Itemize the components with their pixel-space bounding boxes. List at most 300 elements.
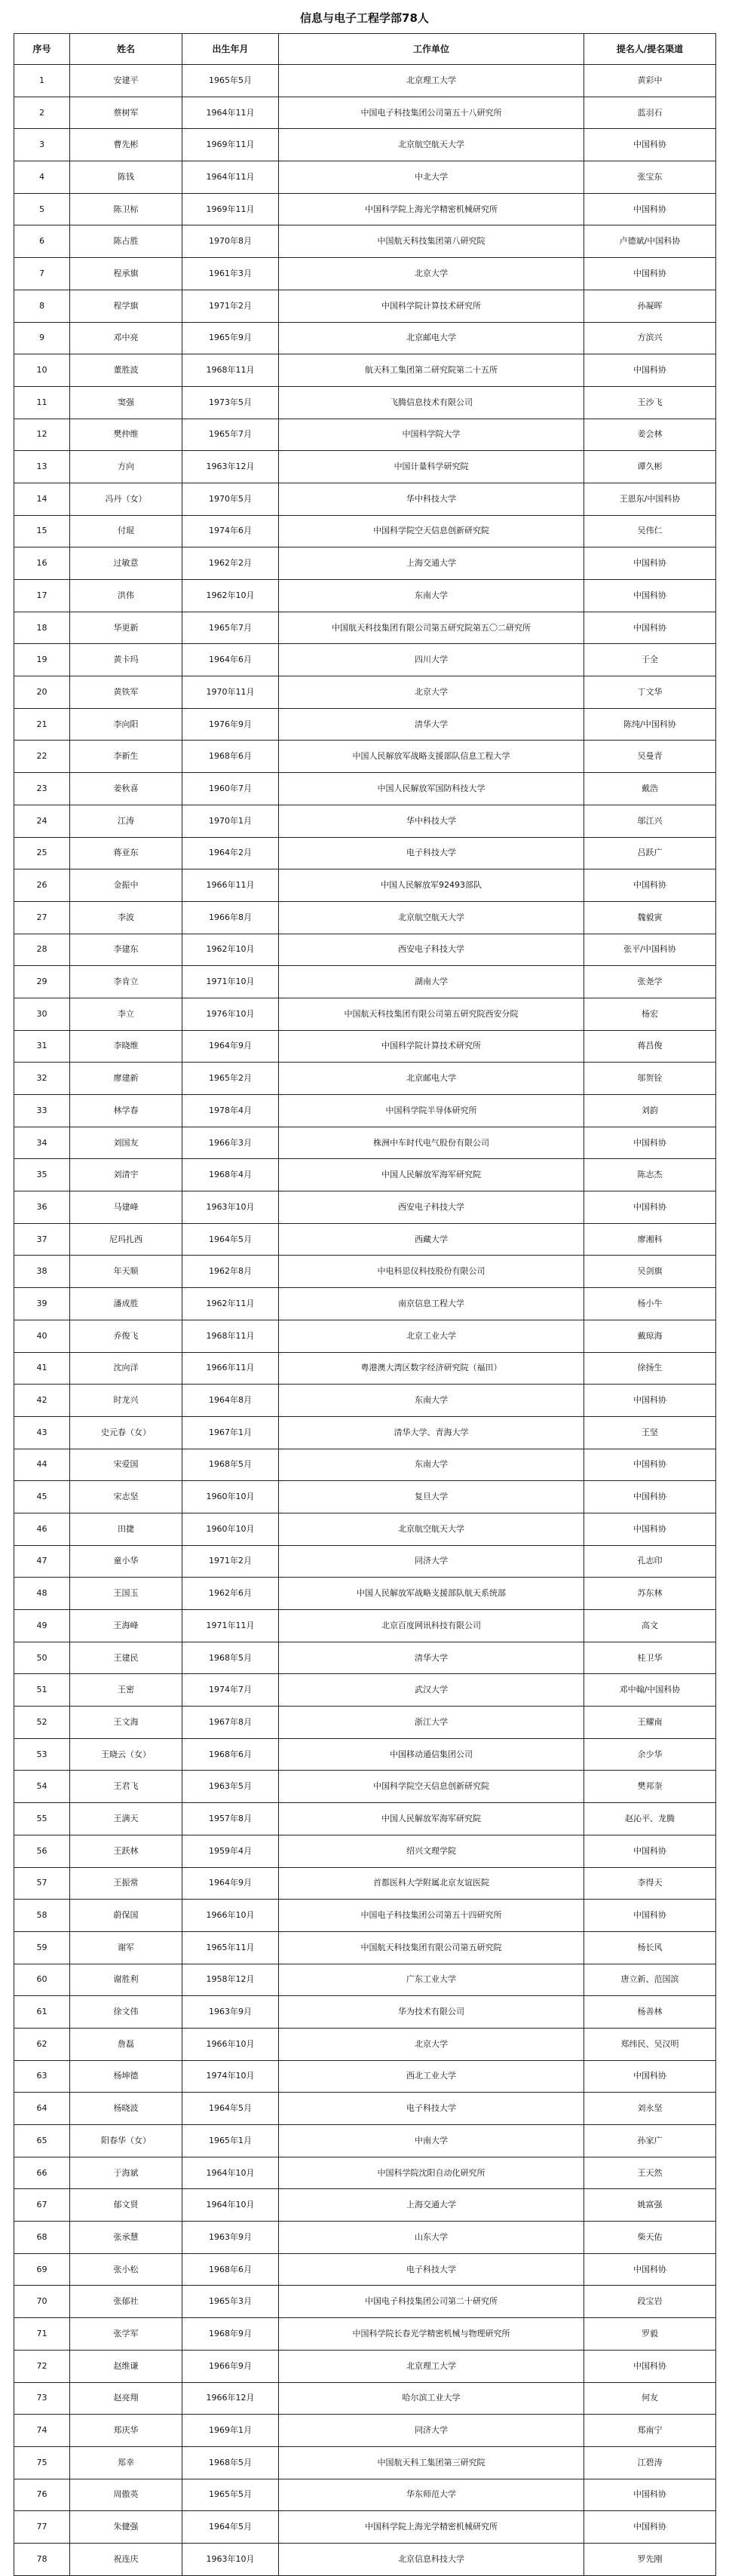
table-row — [14, 451, 716, 483]
cell-index: 19 — [14, 644, 70, 676]
cell-name: 廖建新 — [70, 1063, 182, 1095]
cell-unit: 中国科学院计算技术研究所 — [279, 1030, 584, 1063]
cell-unit: 清华大学 — [279, 708, 584, 741]
cell-nominator: 中国科协 — [584, 129, 716, 161]
cell-index: 64 — [14, 2093, 70, 2125]
table-row — [14, 2318, 716, 2351]
cell-name: 王建民 — [70, 1642, 182, 1674]
cell-nominator: 邬江兴 — [584, 805, 716, 837]
table-row — [14, 290, 716, 322]
col-header-nominator: 提名人/提名渠道 — [584, 34, 716, 65]
cell-unit: 东南大学 — [279, 1449, 584, 1481]
cell-name: 王密 — [70, 1674, 182, 1707]
cell-unit: 中国航天科技集团第八研究院 — [279, 225, 584, 258]
cell-birth: 1965年1月 — [182, 2125, 279, 2157]
cell-unit: 清华大学、青海大学 — [279, 1416, 584, 1449]
cell-index: 5 — [14, 193, 70, 225]
cell-index: 42 — [14, 1385, 70, 1417]
cell-name: 谢胜利 — [70, 1964, 182, 1996]
cell-birth: 1960年7月 — [182, 773, 279, 805]
col-header-index: 序号 — [14, 34, 70, 65]
cell-index: 60 — [14, 1964, 70, 1996]
table-row — [14, 1223, 716, 1256]
cell-birth: 1964年5月 — [182, 2093, 279, 2125]
cell-nominator: 吴曼青 — [584, 741, 716, 773]
table-row — [14, 161, 716, 194]
cell-index: 47 — [14, 1545, 70, 1578]
cell-nominator: 中国科协 — [584, 258, 716, 290]
table-row — [14, 1964, 716, 1996]
cell-index: 41 — [14, 1352, 70, 1385]
cell-index: 40 — [14, 1320, 70, 1352]
cell-name: 蔚保国 — [70, 1900, 182, 1932]
cell-name: 冯丹（女） — [70, 483, 182, 515]
cell-unit: 清华大学 — [279, 1642, 584, 1674]
cell-birth: 1973年5月 — [182, 386, 279, 419]
cell-name: 王国玉 — [70, 1578, 182, 1610]
table-row — [14, 1610, 716, 1642]
cell-name: 詹磊 — [70, 2028, 182, 2060]
cell-nominator: 中国科协 — [584, 869, 716, 902]
cell-unit: 北京邮电大学 — [279, 322, 584, 354]
cell-unit: 中国科学院空天信息创新研究院 — [279, 515, 584, 547]
cell-name: 马建峰 — [70, 1191, 182, 1224]
cell-index: 78 — [14, 2543, 70, 2575]
table-row — [14, 1320, 716, 1352]
cell-name: 董胜波 — [70, 354, 182, 387]
cell-name: 程承旗 — [70, 258, 182, 290]
cell-name: 祝连庆 — [70, 2543, 182, 2575]
cell-nominator: 中国科协 — [584, 1127, 716, 1159]
cell-index: 13 — [14, 451, 70, 483]
cell-birth: 1963年9月 — [182, 1996, 279, 2029]
table-row — [14, 1803, 716, 1835]
cell-index: 73 — [14, 2382, 70, 2415]
cell-unit: 首都医科大学附属北京友谊医院 — [279, 1867, 584, 1900]
header-row — [14, 34, 716, 65]
cell-index: 8 — [14, 290, 70, 322]
cell-index: 43 — [14, 1416, 70, 1449]
cell-index: 34 — [14, 1127, 70, 1159]
cell-nominator: 高文 — [584, 1610, 716, 1642]
cell-birth: 1966年10月 — [182, 1900, 279, 1932]
cell-unit: 飞腾信息技术有限公司 — [279, 386, 584, 419]
cell-unit: 中国电子科技集团公司第五十八研究所 — [279, 97, 584, 129]
table-row — [14, 1095, 716, 1127]
cell-index: 51 — [14, 1674, 70, 1707]
cell-unit: 同济大学 — [279, 1545, 584, 1578]
cell-name: 赵维谦 — [70, 2350, 182, 2382]
cell-name: 李肯立 — [70, 966, 182, 998]
cell-birth: 1970年8月 — [182, 225, 279, 258]
cell-name: 郑幸 — [70, 2446, 182, 2479]
cell-unit: 电子科技大学 — [279, 2253, 584, 2286]
cell-name: 洪伟 — [70, 580, 182, 612]
cell-index: 59 — [14, 1931, 70, 1964]
table-row — [14, 483, 716, 515]
cell-unit: 武汉大学 — [279, 1674, 584, 1707]
cell-nominator: 中国科协 — [584, 547, 716, 580]
cell-nominator: 蒋昌俊 — [584, 1030, 716, 1063]
cell-index: 14 — [14, 483, 70, 515]
cell-nominator: 邬贺铨 — [584, 1063, 716, 1095]
table-row — [14, 2222, 716, 2254]
cell-birth: 1964年2月 — [182, 837, 279, 869]
cell-index: 57 — [14, 1867, 70, 1900]
cell-index: 11 — [14, 386, 70, 419]
cell-nominator: 郑纬民、吴汉明 — [584, 2028, 716, 2060]
cell-unit: 绍兴文理学院 — [279, 1835, 584, 1867]
cell-unit: 北京工业大学 — [279, 1320, 584, 1352]
table-row — [14, 998, 716, 1030]
cell-birth: 1966年11月 — [182, 1352, 279, 1385]
cell-nominator: 中国科协 — [584, 354, 716, 387]
cell-index: 67 — [14, 2189, 70, 2222]
cell-index: 46 — [14, 1513, 70, 1545]
table-row — [14, 2382, 716, 2415]
cell-nominator: 孙凝晖 — [584, 290, 716, 322]
cell-unit: 中国人民解放军国防科技大学 — [279, 773, 584, 805]
cell-name: 刘清宇 — [70, 1159, 182, 1191]
cell-nominator: 张尧学 — [584, 966, 716, 998]
cell-unit: 中国人民解放军92493部队 — [279, 869, 584, 902]
cell-birth: 1965年11月 — [182, 1931, 279, 1964]
cell-name: 杨坤德 — [70, 2060, 182, 2093]
cell-unit: 北京邮电大学 — [279, 1063, 584, 1095]
cell-birth: 1965年5月 — [182, 65, 279, 97]
cell-nominator: 丁文华 — [584, 676, 716, 709]
table-row — [14, 708, 716, 741]
cell-birth: 1968年4月 — [182, 1159, 279, 1191]
table-row — [14, 1738, 716, 1771]
cell-birth: 1962年10月 — [182, 934, 279, 966]
table-row — [14, 1481, 716, 1513]
cell-birth: 1966年10月 — [182, 2028, 279, 2060]
cell-nominator: 张平/中国科协 — [584, 934, 716, 966]
cell-birth: 1974年7月 — [182, 1674, 279, 1707]
cell-index: 7 — [14, 258, 70, 290]
cell-name: 曹先彬 — [70, 129, 182, 161]
cell-name: 童小华 — [70, 1545, 182, 1578]
cell-birth: 1976年10月 — [182, 998, 279, 1030]
cell-index: 26 — [14, 869, 70, 902]
cell-unit: 湖南大学 — [279, 966, 584, 998]
cell-index: 45 — [14, 1481, 70, 1513]
cell-birth: 1968年9月 — [182, 2318, 279, 2351]
cell-index: 56 — [14, 1835, 70, 1867]
cell-name: 乔俊飞 — [70, 1320, 182, 1352]
cell-name: 李向阳 — [70, 708, 182, 741]
cell-unit: 北京理工大学 — [279, 65, 584, 97]
table-row — [14, 2253, 716, 2286]
cell-birth: 1963年10月 — [182, 1191, 279, 1224]
table-row — [14, 2286, 716, 2318]
cell-unit: 华中科技大学 — [279, 483, 584, 515]
table-row — [14, 1288, 716, 1320]
cell-name: 陈钱 — [70, 161, 182, 194]
cell-unit: 中国航天科工集团第三研究院 — [279, 2446, 584, 2479]
table-row — [14, 1835, 716, 1867]
cell-nominator: 姚富强 — [584, 2189, 716, 2222]
cell-birth: 1966年9月 — [182, 2350, 279, 2382]
cell-unit: 中国科学院沈阳自动化研究所 — [279, 2157, 584, 2189]
cell-name: 宋志坚 — [70, 1481, 182, 1513]
cell-name: 窦强 — [70, 386, 182, 419]
table-row — [14, 2028, 716, 2060]
col-header-name: 姓名 — [70, 34, 182, 65]
cell-name: 徐文伟 — [70, 1996, 182, 2029]
cell-nominator: 何友 — [584, 2382, 716, 2415]
cell-birth: 1960年10月 — [182, 1513, 279, 1545]
cell-unit: 哈尔滨工业大学 — [279, 2382, 584, 2415]
cell-unit: 南京信息工程大学 — [279, 1288, 584, 1320]
table-row — [14, 193, 716, 225]
cell-index: 74 — [14, 2415, 70, 2447]
cell-unit: 中国航天科技集团有限公司第五研究院 — [279, 1931, 584, 1964]
cell-index: 62 — [14, 2028, 70, 2060]
cell-unit: 北京大学 — [279, 258, 584, 290]
cell-name: 朱健强 — [70, 2511, 182, 2544]
cell-birth: 1971年11月 — [182, 1610, 279, 1642]
cell-name: 年天顺 — [70, 1256, 182, 1288]
cell-name: 方向 — [70, 451, 182, 483]
table-row — [14, 2093, 716, 2125]
cell-unit: 上海交通大学 — [279, 2189, 584, 2222]
table-row — [14, 1545, 716, 1578]
cell-nominator: 方滨兴 — [584, 322, 716, 354]
cell-nominator: 中国科协 — [584, 2350, 716, 2382]
cell-index: 37 — [14, 1223, 70, 1256]
cell-nominator: 赵沁平、龙腾 — [584, 1803, 716, 1835]
cell-name: 王文海 — [70, 1707, 182, 1739]
table-row — [14, 2479, 716, 2511]
cell-index: 72 — [14, 2350, 70, 2382]
cell-name: 李建东 — [70, 934, 182, 966]
cell-nominator: 王恩东/中国科协 — [584, 483, 716, 515]
cell-nominator: 卢德斌/中国科协 — [584, 225, 716, 258]
table-row — [14, 1352, 716, 1385]
cell-unit: 华为技术有限公司 — [279, 1996, 584, 2029]
cell-name: 张承慧 — [70, 2222, 182, 2254]
cell-nominator: 中国科协 — [584, 1513, 716, 1545]
cell-name: 邓中亮 — [70, 322, 182, 354]
cell-birth: 1964年10月 — [182, 2157, 279, 2189]
table-row — [14, 612, 716, 644]
cell-name: 谢军 — [70, 1931, 182, 1964]
cell-unit: 中国科学院长春光学精密机械与物理研究所 — [279, 2318, 584, 2351]
page-title: 信息与电子工程学部78人 — [300, 11, 429, 25]
cell-nominator: 张宝东 — [584, 161, 716, 194]
cell-index: 35 — [14, 1159, 70, 1191]
cell-nominator: 孔志印 — [584, 1545, 716, 1578]
cell-nominator: 刘韵 — [584, 1095, 716, 1127]
cell-name: 沈向洋 — [70, 1352, 182, 1385]
cell-unit: 中国计量科学研究院 — [279, 451, 584, 483]
cell-nominator: 杨小牛 — [584, 1288, 716, 1320]
cell-index: 32 — [14, 1063, 70, 1095]
cell-birth: 1968年6月 — [182, 741, 279, 773]
cell-name: 王跃林 — [70, 1835, 182, 1867]
cell-index: 12 — [14, 419, 70, 451]
cell-birth: 1962年11月 — [182, 1288, 279, 1320]
cell-birth: 1961年3月 — [182, 258, 279, 290]
cell-unit: 中国航天科技集团有限公司第五研究院西安分院 — [279, 998, 584, 1030]
cell-index: 54 — [14, 1771, 70, 1803]
cell-unit: 上海交通大学 — [279, 547, 584, 580]
cell-name: 杨晓波 — [70, 2093, 182, 2125]
cell-name: 李波 — [70, 901, 182, 934]
cell-nominator: 桂卫华 — [584, 1642, 716, 1674]
cell-name: 陈占胜 — [70, 225, 182, 258]
cell-birth: 1964年9月 — [182, 1030, 279, 1063]
cell-name: 李新生 — [70, 741, 182, 773]
cell-name: 林学春 — [70, 1095, 182, 1127]
cell-birth: 1967年8月 — [182, 1707, 279, 1739]
cell-index: 38 — [14, 1256, 70, 1288]
cell-nominator: 中国科协 — [584, 2253, 716, 2286]
cell-nominator: 王沙飞 — [584, 386, 716, 419]
cell-name: 阳春华（女） — [70, 2125, 182, 2157]
cell-birth: 1969年11月 — [182, 129, 279, 161]
cell-unit: 中国人民解放军海军研究院 — [279, 1159, 584, 1191]
cell-nominator: 姜会林 — [584, 419, 716, 451]
cell-nominator: 唐立新、范国滨 — [584, 1964, 716, 1996]
table-row — [14, 934, 716, 966]
cell-unit: 四川大学 — [279, 644, 584, 676]
cell-nominator: 陈志杰 — [584, 1159, 716, 1191]
cell-nominator: 邓中翰/中国科协 — [584, 1674, 716, 1707]
cell-unit: 北京大学 — [279, 2028, 584, 2060]
table-row — [14, 580, 716, 612]
cell-nominator: 王耀南 — [584, 1707, 716, 1739]
cell-birth: 1964年6月 — [182, 644, 279, 676]
cell-index: 36 — [14, 1191, 70, 1224]
cell-name: 王满天 — [70, 1803, 182, 1835]
cell-index: 53 — [14, 1738, 70, 1771]
table-row — [14, 966, 716, 998]
cell-nominator: 王坚 — [584, 1416, 716, 1449]
table-row — [14, 1416, 716, 1449]
cell-unit: 中北大学 — [279, 161, 584, 194]
cell-birth: 1964年8月 — [182, 1385, 279, 1417]
cell-nominator: 中国科协 — [584, 193, 716, 225]
cell-birth: 1978年4月 — [182, 1095, 279, 1127]
cell-name: 张郁社 — [70, 2286, 182, 2318]
cell-name: 宋爱国 — [70, 1449, 182, 1481]
cell-index: 31 — [14, 1030, 70, 1063]
cell-birth: 1964年9月 — [182, 1867, 279, 1900]
cell-birth: 1965年3月 — [182, 2286, 279, 2318]
cell-name: 郑庆华 — [70, 2415, 182, 2447]
cell-name: 蔡树军 — [70, 97, 182, 129]
cell-unit: 中国电子科技集团公司第五十四研究所 — [279, 1900, 584, 1932]
table-row — [14, 676, 716, 709]
cell-unit: 北京大学 — [279, 676, 584, 709]
cell-unit: 中国航天科技集团有限公司第五研究院第五〇二研究所 — [279, 612, 584, 644]
cell-birth: 1967年1月 — [182, 1416, 279, 1449]
cell-birth: 1963年9月 — [182, 2222, 279, 2254]
cell-unit: 中国人民解放军海军研究院 — [279, 1803, 584, 1835]
cell-birth: 1963年12月 — [182, 451, 279, 483]
cell-name: 田捷 — [70, 1513, 182, 1545]
cell-name: 李立 — [70, 998, 182, 1030]
cell-nominator: 杨长风 — [584, 1931, 716, 1964]
cell-birth: 1968年6月 — [182, 1738, 279, 1771]
cell-birth: 1970年5月 — [182, 483, 279, 515]
cell-nominator: 樊邦奎 — [584, 1771, 716, 1803]
cell-nominator: 吕跃广 — [584, 837, 716, 869]
cell-nominator: 中国科协 — [584, 1449, 716, 1481]
cell-unit: 华中科技大学 — [279, 805, 584, 837]
table-row — [14, 2415, 716, 2447]
cell-index: 33 — [14, 1095, 70, 1127]
cell-index: 69 — [14, 2253, 70, 2286]
cell-birth: 1962年10月 — [182, 580, 279, 612]
cell-nominator: 中国科协 — [584, 2479, 716, 2511]
cell-unit: 西安电子科技大学 — [279, 1191, 584, 1224]
table-row — [14, 2060, 716, 2093]
table-row — [14, 1127, 716, 1159]
cell-index: 44 — [14, 1449, 70, 1481]
cell-index: 52 — [14, 1707, 70, 1739]
cell-birth: 1962年8月 — [182, 1256, 279, 1288]
cell-birth: 1969年11月 — [182, 193, 279, 225]
cell-index: 75 — [14, 2446, 70, 2479]
cell-birth: 1964年5月 — [182, 1223, 279, 1256]
cell-birth: 1966年12月 — [182, 2382, 279, 2415]
cell-name: 尼玛扎西 — [70, 1223, 182, 1256]
table-row — [14, 2125, 716, 2157]
cell-index: 55 — [14, 1803, 70, 1835]
table-row — [14, 1996, 716, 2029]
cell-unit: 西安电子科技大学 — [279, 934, 584, 966]
cell-unit: 中国科学院上海光学精密机械研究所 — [279, 193, 584, 225]
cell-nominator: 中国科协 — [584, 1191, 716, 1224]
table-row — [14, 515, 716, 547]
cell-unit: 西藏大学 — [279, 1223, 584, 1256]
table-row — [14, 1159, 716, 1191]
cell-unit: 中国科学院计算技术研究所 — [279, 290, 584, 322]
cell-unit: 北京信息科技大学 — [279, 2543, 584, 2575]
col-header-unit: 工作单位 — [279, 34, 584, 65]
table-row — [14, 1900, 716, 1932]
cell-unit: 电子科技大学 — [279, 837, 584, 869]
cell-index: 23 — [14, 773, 70, 805]
cell-index: 24 — [14, 805, 70, 837]
cell-unit: 粤港澳大湾区数字经济研究院（福田） — [279, 1352, 584, 1385]
table-row — [14, 901, 716, 934]
cell-unit: 中国人民解放军战略支援部队航天系统部 — [279, 1578, 584, 1610]
cell-nominator: 中国科协 — [584, 2511, 716, 2544]
cell-unit: 复旦大学 — [279, 1481, 584, 1513]
cell-nominator: 李得天 — [584, 1867, 716, 1900]
table-row — [14, 97, 716, 129]
cell-nominator: 徐扬生 — [584, 1352, 716, 1385]
cell-nominator: 中国科协 — [584, 1385, 716, 1417]
cell-name: 蒋亚东 — [70, 837, 182, 869]
table-row — [14, 386, 716, 419]
table-row — [14, 354, 716, 387]
cell-name: 安建平 — [70, 65, 182, 97]
table-row — [14, 2189, 716, 2222]
cell-index: 1 — [14, 65, 70, 97]
cell-name: 樊仲维 — [70, 419, 182, 451]
table-row — [14, 2157, 716, 2189]
cell-nominator: 吴伟仁 — [584, 515, 716, 547]
cell-unit: 中国科学院大学 — [279, 419, 584, 451]
col-header-birth: 出生年月 — [182, 34, 279, 65]
cell-birth: 1963年10月 — [182, 2543, 279, 2575]
